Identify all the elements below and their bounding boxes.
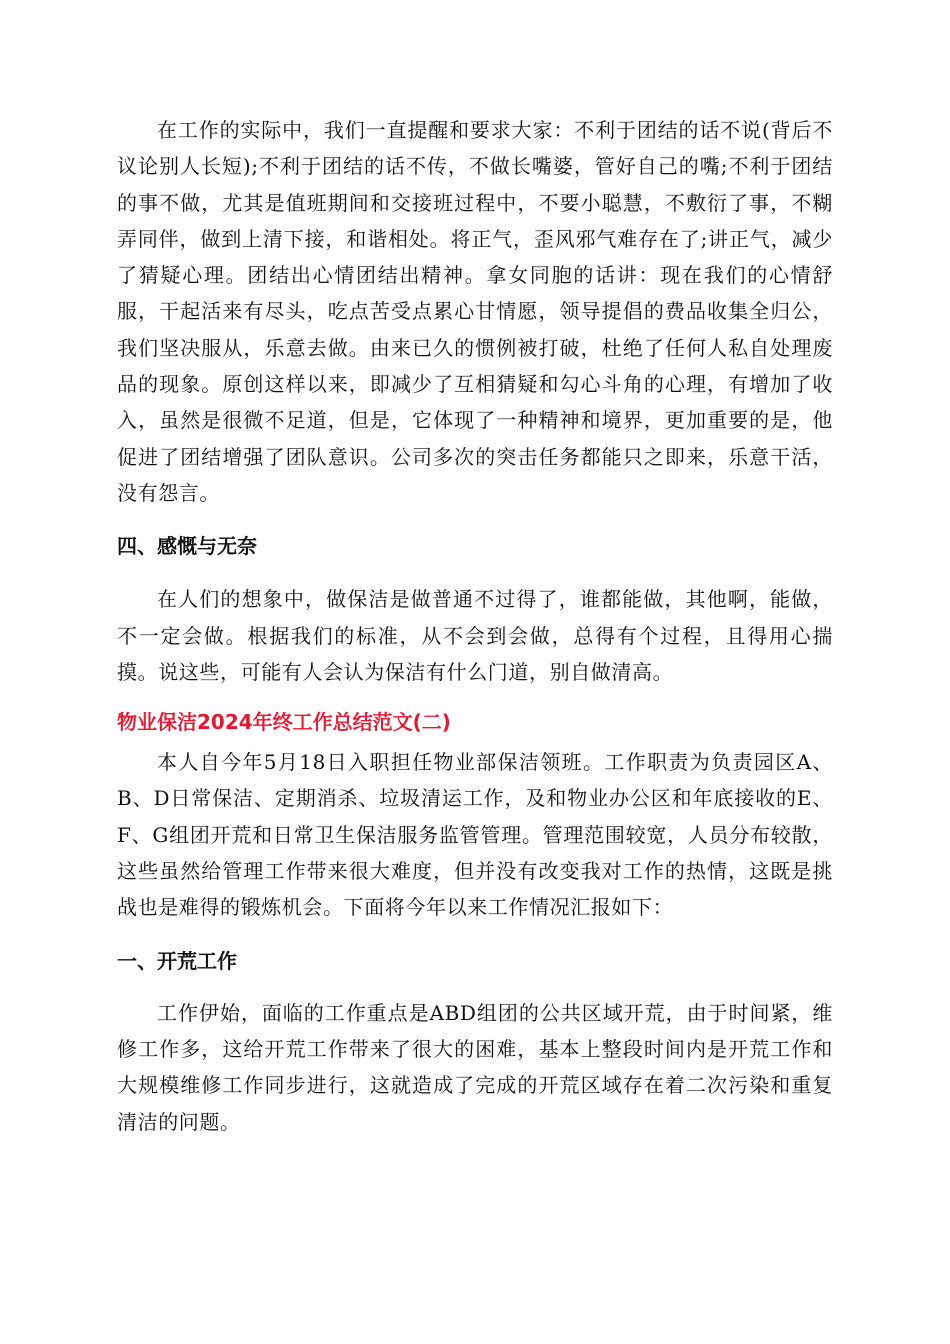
document-title: 物业保洁2024年终工作总结范文(二)	[117, 710, 451, 735]
paragraph-cleanup-work: 工作伊始，面临的工作重点是ABD组团的公共区域开荒，由于时间紧，维修工作多，这给开荒工作带来了很大的困难，基本上整段时间内是开荒工作和大规模维修工作同步进行，这就造成了完成的开荒区域存在着二次污染和重复清洁的问题。	[117, 1000, 833, 1134]
paragraph-introduction: 本人自今年5月18日入职担任物业部保洁领班。工作职责为负责园区A、B、D日常保洁、定期消杀、垃圾清运工作，及和物业办公区和年底接收的E、F、G组团开荒和日常卫生保洁服务监管管理。管理范围较宽，人员分布较散，这些虽然给管理工作带来很大难度，但并没有改变我对工作的热情，这既是挑战也是难得的锻炼机会。下面将今年以来工作情况汇报如下：	[117, 750, 833, 920]
paragraph-teamwork: 在工作的实际中，我们一直提醒和要求大家：不利于团结的话不说(背后不议论别人长短);不利于团结的话不传，不做长嘴婆，管好自己的嘴;不利于团结的事不做，尤其是值班期间和交接班过程中，不要小聪慧，不敷衍了事，不糊弄同伴，做到上清下接，和谐相处。将正气，歪风邪气难存在了;讲正气，减少了猜疑心理。团结出心情团结出精神。拿女同胞的话讲：现在我们的心情舒服，干起活来有尽头，吃点苦受点累心甘情愿，领导提倡的费品收集全归公，我们坚决服从，乐意去做。由来已久的惯例被打破，杜绝了任何人私自处理废品的现象。原创这样以来，即减少了互相猜疑和勾心斗角的心理，有增加了收入，虽然是很微不足道，但是，它体现了一种精神和境界，更加重要的是，他促进了团结增强了团队意识。公司多次的突击任务都能只之即来，乐意干活，没有怨言。	[117, 118, 833, 505]
section-heading-1: 一、开荒工作	[117, 948, 237, 973]
section-heading-4: 四、感慨与无奈	[117, 534, 257, 559]
document-page	[117, 112, 833, 1140]
paragraph-reflection: 在人们的想象中，做保洁是做普通不过得了，谁都能做，其他啊，能做，不一定会做。根据我们的标准，从不会到会做，总得有个过程，且得用心揣摸。说这些，可能有人会认为保洁有什么门道，别自做清高。	[117, 587, 833, 684]
